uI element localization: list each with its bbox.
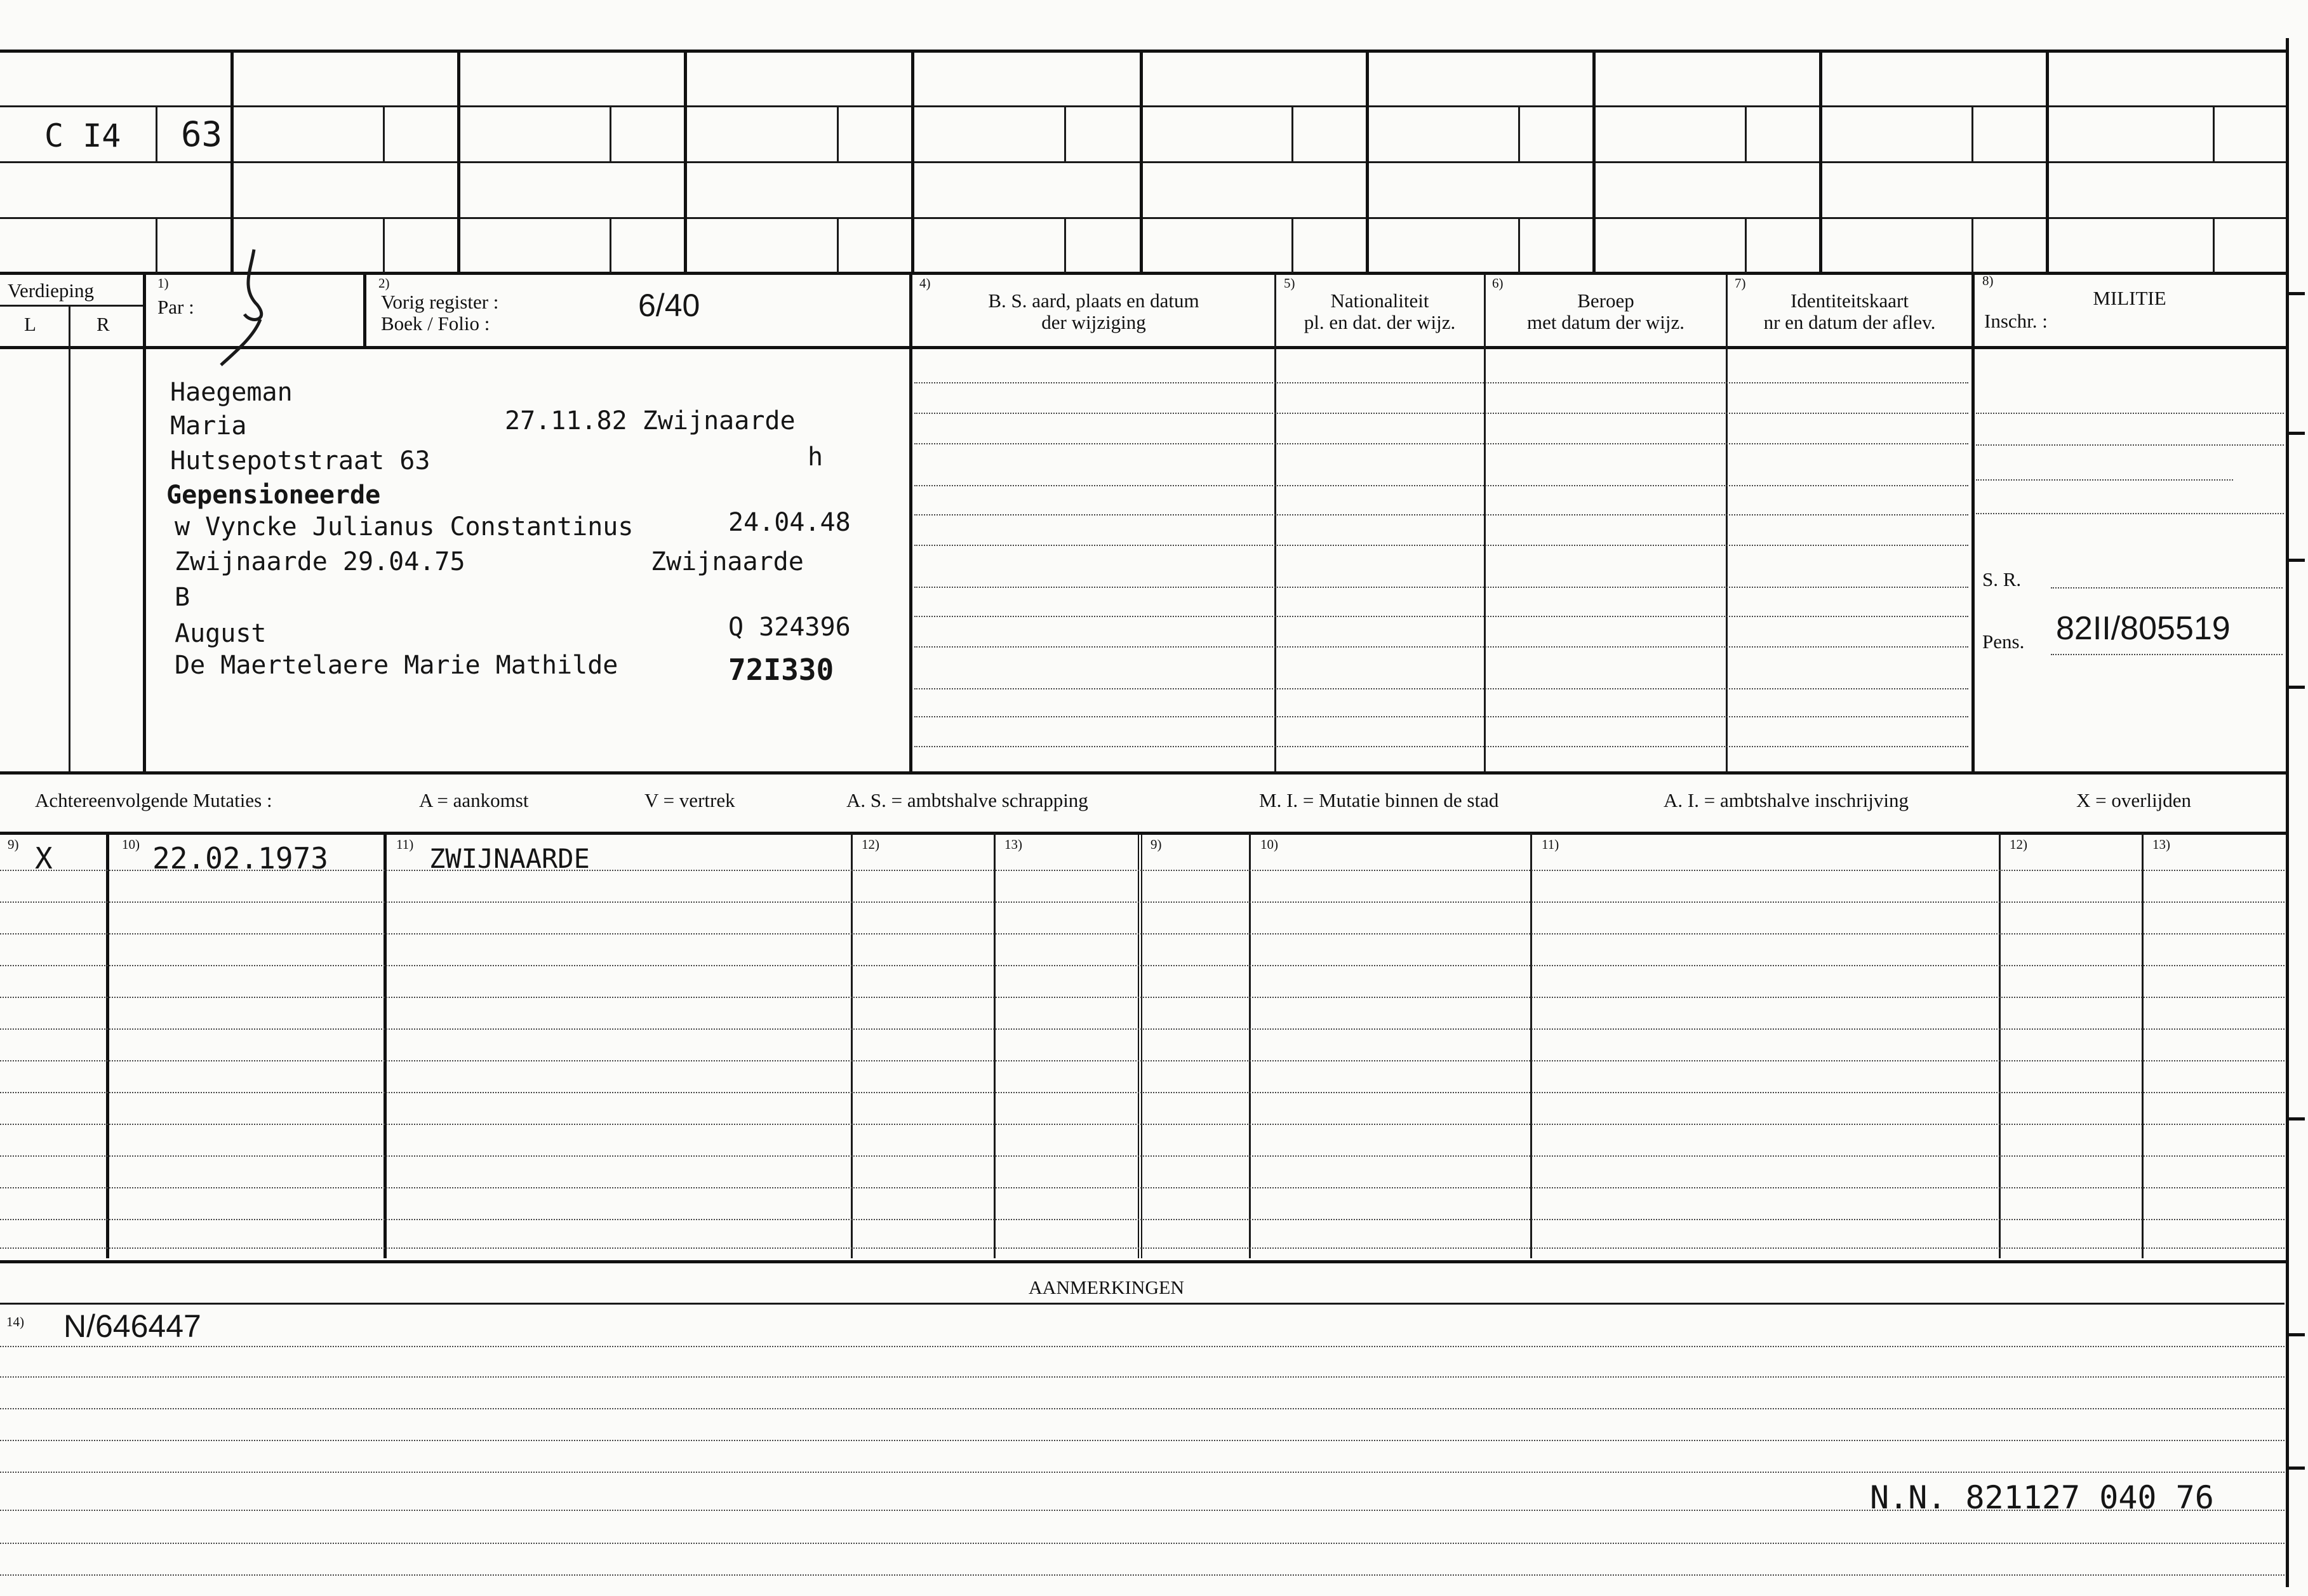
remarks-num: 14)	[6, 1314, 24, 1329]
legend-x: X = overlijden	[2076, 789, 2192, 811]
mut-col-13: 13)	[1004, 837, 1022, 852]
legend-as: A. S. = ambtshalve schrapping	[846, 789, 1088, 811]
mut-col-12b: 12)	[2010, 837, 2027, 852]
mut-col-9: 9)	[8, 837, 19, 852]
legend-top-rule	[0, 771, 2289, 775]
col4-num: 4)	[919, 276, 931, 291]
mut-col-11: 11)	[396, 837, 414, 852]
legend-title: Achtereenvolgende Mutaties :	[35, 789, 272, 811]
militie-label: MILITIE	[2093, 287, 2166, 309]
par-handwritten-mark	[216, 244, 298, 371]
marriage: Zwijnaarde 29.04.75	[175, 547, 465, 576]
spouse: w Vyncke Julianus Constantinus	[175, 512, 634, 542]
marriage-place: Zwijnaarde	[651, 547, 804, 576]
col7-label1: Identiteitskaart	[1791, 289, 1909, 312]
birth: 27.11.82 Zwijnaarde	[505, 406, 796, 436]
mut-col-11b: 11)	[1542, 837, 1559, 852]
col6-num: 6)	[1492, 276, 1504, 291]
col8-num: 8)	[1982, 273, 1994, 288]
verdieping-l: L	[24, 313, 36, 335]
remarks-value: N/646447	[63, 1308, 201, 1344]
address-mark: h	[808, 442, 824, 472]
col2-num: 2)	[378, 276, 390, 291]
legend-mi: M. I. = Mutatie binnen de stad	[1259, 789, 1499, 811]
inschr-label: Inschr. :	[1984, 310, 2048, 332]
col2-label1: Vorig register :	[381, 291, 499, 313]
col4-label1: B. S. aard, plaats en datum	[988, 289, 1199, 312]
top-code: C I4	[44, 117, 121, 154]
mut-col-9b: 9)	[1151, 837, 1162, 852]
mutation-date: 22.02.1973	[152, 841, 328, 875]
sr-label: S. R.	[1982, 568, 2022, 590]
legend-bottom-rule	[0, 832, 2289, 835]
mother-id: 72I330	[728, 653, 834, 687]
legend-ai: A. I. = ambtshalve inschrijving	[1664, 789, 1909, 811]
mother: De Maertelaere Marie Mathilde	[175, 651, 618, 680]
top-number: 63	[181, 114, 223, 154]
letter: B	[175, 583, 190, 612]
col5-num: 5)	[1284, 276, 1295, 291]
father-id: Q 324396	[728, 613, 851, 642]
vorig-register-value: 6/40	[638, 288, 700, 323]
spouse-date: 24.04.48	[728, 508, 851, 537]
col1-label: Par :	[157, 296, 194, 318]
col5-label1: Nationaliteit	[1330, 289, 1429, 312]
col4-label2: der wijziging	[1041, 311, 1146, 333]
firstname: Maria	[170, 411, 247, 441]
occupation: Gepensioneerde	[166, 481, 381, 510]
national-number: N.N. 821127 040 76	[1870, 1479, 2214, 1516]
col2-label2: Boek / Folio :	[381, 312, 490, 335]
remarks-header-rule	[0, 1303, 2285, 1305]
mutation-type: X	[35, 841, 53, 875]
col7-num: 7)	[1735, 276, 1746, 291]
legend-v: V = vertrek	[644, 789, 735, 811]
pens-label: Pens.	[1982, 630, 2025, 653]
verdieping-r: R	[97, 313, 110, 335]
father: August	[175, 619, 267, 648]
col1-num: 1)	[157, 276, 169, 291]
legend-a: A = aankomst	[419, 789, 529, 811]
mut-col-13b: 13)	[2152, 837, 2170, 852]
verdieping-label: Verdieping	[8, 279, 95, 302]
address: Hutsepotstraat 63	[170, 446, 430, 475]
remarks-title: AANMERKINGEN	[1029, 1277, 1184, 1298]
col6-label1: Beroep	[1577, 289, 1634, 312]
mut-col-10: 10)	[122, 837, 140, 852]
pens-value: 82II/805519	[2056, 610, 2231, 647]
col6-label2: met datum der wijz.	[1527, 311, 1684, 333]
remarks-top-rule	[0, 1260, 2289, 1263]
col5-label2: pl. en dat. der wijz.	[1304, 311, 1456, 333]
surname: Haegeman	[170, 378, 293, 407]
mut-col-12: 12)	[862, 837, 879, 852]
mutation-place: ZWIJNAARDE	[429, 843, 590, 874]
col7-label2: nr en datum der aflev.	[1763, 311, 1936, 333]
mut-col-10b: 10)	[1260, 837, 1278, 852]
